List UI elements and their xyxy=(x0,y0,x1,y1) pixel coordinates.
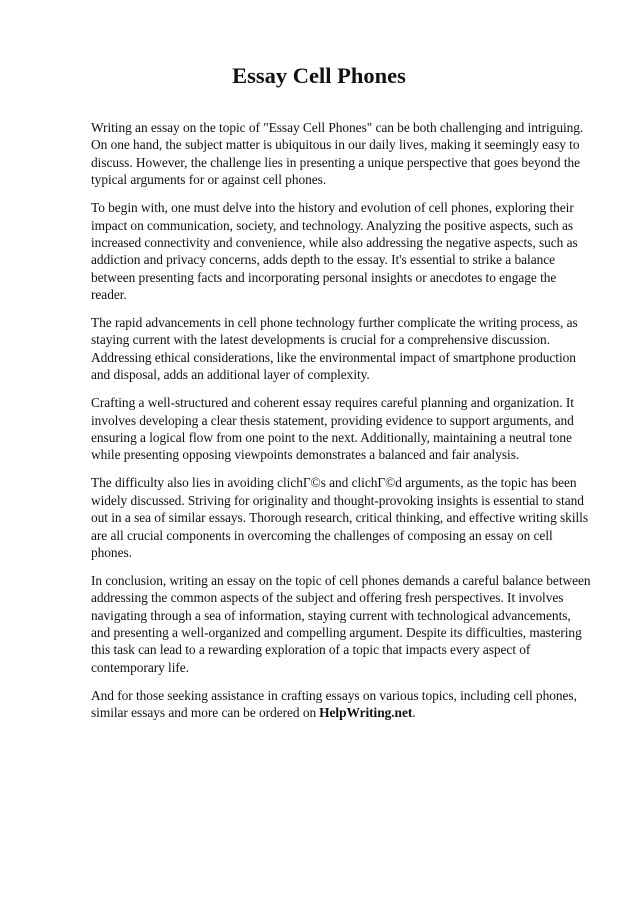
essay-body xyxy=(91,119,591,732)
paragraph-history: To begin with, one must delve into the history and evolution of cell phones, exploring their impact on communication, society, and technology. Analyzing the positive aspects, such as increased connectivity and convenience, while also addressing the negative aspects, such as addiction and privacy concerns, adds depth to the essay. It's essential to strike a balance between presenting facts and incorporating personal insights or anecdotes to engage the reader. xyxy=(91,200,578,303)
paragraph-structure: Crafting a well-structured and coherent essay requires careful planning and organization. It involves developing a clear thesis statement, providing evidence to support arguments, and ensuring a logical flow from one point to the next. Additionally, maintaining a neutral tone while presenting opposing viewpoints demonstrates a balanced and fair analysis. xyxy=(91,395,574,463)
paragraph-closing xyxy=(91,687,591,722)
closing-text: And for those seeking assistance in crafting essays on various topics, including cell phones, similar essays and more can be ordered on xyxy=(91,687,577,721)
paragraph-difficulty: The difficulty also lies in avoiding clichГ©s and clichГ©d arguments, as the topic has been widely discussed. Striving for originality and thought-provoking insights is essential to stand out in a sea of similar essays. Thorough research, critical thinking, and effective writing skills are all crucial components in overcoming the challenges of composing an essay on cell phones. xyxy=(91,475,588,560)
paragraph-technology: The rapid advancements in cell phone technology further complicate the writing process, as staying current with the latest developments is crucial for a comprehensive discussion. Addressing ethical considerations, like the environmental impact of smartphone production and disposal, adds an additional layer of complexity. xyxy=(91,315,578,383)
page-title: Essay Cell Phones xyxy=(232,63,406,88)
paragraph-conclusion: In conclusion, writing an essay on the topic of cell phones demands a careful balance between addressing the common aspects of the subject and offering fresh perspectives. It involves navigating through a sea of information, staying current with technological advancements, and presenting a well-organized and compelling argument. Despite its difficulties, mastering this task can lead to a rewarding exploration of a topic that impacts every aspect of contemporary life. xyxy=(91,572,591,675)
closing-punctuation: . xyxy=(412,705,416,721)
helpwriting-link[interactable]: HelpWriting.net xyxy=(319,705,413,721)
paragraph-intro: Writing an essay on the topic of "Essay Cell Phones" can be both challenging and intriguing. On one hand, the subject matter is ubiquitous in our daily lives, making it seemingly easy to discuss. However, the challenge lies in presenting a unique perspective that goes beyond the typical arguments for or against cell phones. xyxy=(91,120,584,188)
